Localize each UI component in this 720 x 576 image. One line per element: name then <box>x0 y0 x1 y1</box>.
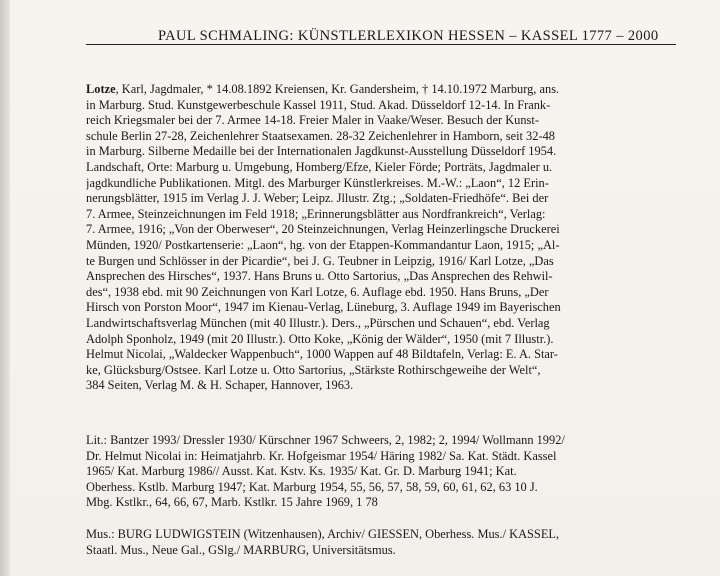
entry-text-line: Helmut Nicolai, „Waldecker Wappenbuch“, 1000 Wappen auf 48 Bildtafeln, Verlag: E. A. Star- <box>86 347 558 362</box>
entry-text-line: ke, Glücksburg/Ostsee. Karl Lotze u. Otto Sartorius, „Stärkste Rothirschgeweihe der Welt“, <box>86 362 541 377</box>
header-rule <box>86 44 676 45</box>
museums-text-line: Staatl. Mus., Neue Gal., GSlg./ MARBURG, Universitätsmus. <box>86 542 396 557</box>
entry-text-line: te Burgen und Schlösser in der Picardie“, bei J. G. Teubner in Leipzig, 1916/ Karl Lotze, „Das <box>86 253 554 268</box>
museums-text-line: Mus.: BURG LUDWIGSTEIN (Witzenhausen), Archiv/ GIESSEN, Oberhess. Mus./ KASSEL, <box>86 527 560 541</box>
entry-text-line: nerungsblätter, 1915 im Verlag J. J. Weber; Leipz. Jllustr. Ztg.; „Soldaten-Friedhöfe“. Bei der <box>86 191 549 206</box>
entry-first-line-rest: , Karl, Jagdmaler, * 14.08.1892 Kreiensen, Kr. Gandersheim, † 14.10.1972 Marburg, ans. <box>115 82 560 96</box>
entry-text-line: Münden, 1920/ Postkartenserie: „Laon“, hg. von der Etappen-Kommandantur Laon, 1915; „Al- <box>86 237 560 252</box>
literature-text-line: Mbg. Kstlkr., 64, 66, 67, Marb. Kstlkr. 15 Jahre 1969, 1 78 <box>86 495 378 510</box>
literature-section <box>86 433 670 511</box>
artist-entry <box>86 82 670 394</box>
museums-body <box>86 527 670 558</box>
entry-text-line: 7. Armee, Steinzeichnungen im Feld 1918; „Erinnerungsblätter aus Nordfrankreich“, Verlag: <box>86 206 546 221</box>
literature-body <box>86 433 670 511</box>
entry-text-line: jagdkundliche Publikationen. Mitgl. des Marburger Künstlerkreises. M.-W.: „Laon“, 12 Erin- <box>86 175 549 190</box>
entry-text-line: 7. Armee, 1916; „Von der Oberweser“, 20 Steinzeichnungen, Verlag Heinzerlingsche Druckerei <box>86 222 560 237</box>
entry-text-line: Hirsch von Porston Moor“, 1947 im Kienau-Verlag, Lüneburg, 3. Auflage 1949 im Bayerischen <box>86 300 561 315</box>
entry-text-line: Landwirtschaftsverlag München (mit 40 Illustr.). Ders., „Pürschen und Schauen“, ebd. Verlag <box>86 315 550 330</box>
entry-text-line: des“, 1938 ebd. mit 90 Zeichnungen von Karl Lotze, 6. Auflage ebd. 1950. Hans Bruns, „Der <box>86 284 549 299</box>
museums-section <box>86 527 670 558</box>
literature-text-line: Oberhess. Kstlb. Marburg 1947; Kat. Marburg 1954, 55, 56, 57, 58, 59, 60, 61, 62, 63 10 J. <box>86 479 538 494</box>
entry-text-line: 384 Seiten, Verlag M. & H. Schaper, Hannover, 1963. <box>86 378 354 393</box>
entry-body <box>86 98 670 394</box>
entry-text-line: in Marburg. Silberne Medaille bei der Internationalen Jagdkunst-Ausstellung Düsseldorf 1954. <box>86 144 557 159</box>
entry-text-line: Landschaft, Orte: Marburg u. Umgebung, Homberg/Efze, Kieler Förde; Porträts, Jagdmaler u. <box>86 159 553 174</box>
entry-text-line: Adolph Sponholz, 1949 (mit 20 Illustr.). Otto Koke, „König der Wälder“, 1950 (mit 7 Illustr.). <box>86 331 554 346</box>
running-header: PAUL SCHMALING: KÜNSTLERLEXIKON HESSEN – KASSEL 1777 – 2000 <box>158 28 659 44</box>
literature-text-line: Lit.: Bantzer 1993/ Dressler 1930/ Kürschner 1967 Schweers, 2, 1982; 2, 1994/ Wollmann 1992/ <box>86 433 565 447</box>
entry-text-line: in Marburg. Stud. Kunstgewerbeschule Kassel 1911, Stud. Akad. Düsseldorf 12-14. In Frank- <box>86 97 551 112</box>
literature-text-line: Dr. Helmut Nicolai in: Heimatjahrb. Kr. Hofgeismar 1954/ Häring 1982/ Sa. Kat. Städt. Kassel <box>86 448 557 463</box>
entry-text-line: reich Kriegsmaler bei der 7. Armee 14-18. Freier Maler in Vaake/Weser. Besuch der Kunst- <box>86 113 539 128</box>
entry-first-line <box>86 82 670 98</box>
entry-text-line: schule Berlin 27-28, Zeichenlehrer Staatsexamen. 28-32 Zeichenlehrer in Hamborn, seit 32-48 <box>86 128 555 143</box>
page-edge-shadow <box>0 0 10 576</box>
artist-name: Lotze <box>86 82 116 96</box>
entry-text-line: Ansprechen des Hirsches“, 1937. Hans Bruns u. Otto Sartorius, „Das Ansprechen des Rehwil- <box>86 269 553 284</box>
literature-text-line: 1965/ Kat. Marburg 1986// Ausst. Kat. Kstv. Ks. 1935/ Kat. Gr. D. Marburg 1941; Kat. <box>86 464 517 479</box>
